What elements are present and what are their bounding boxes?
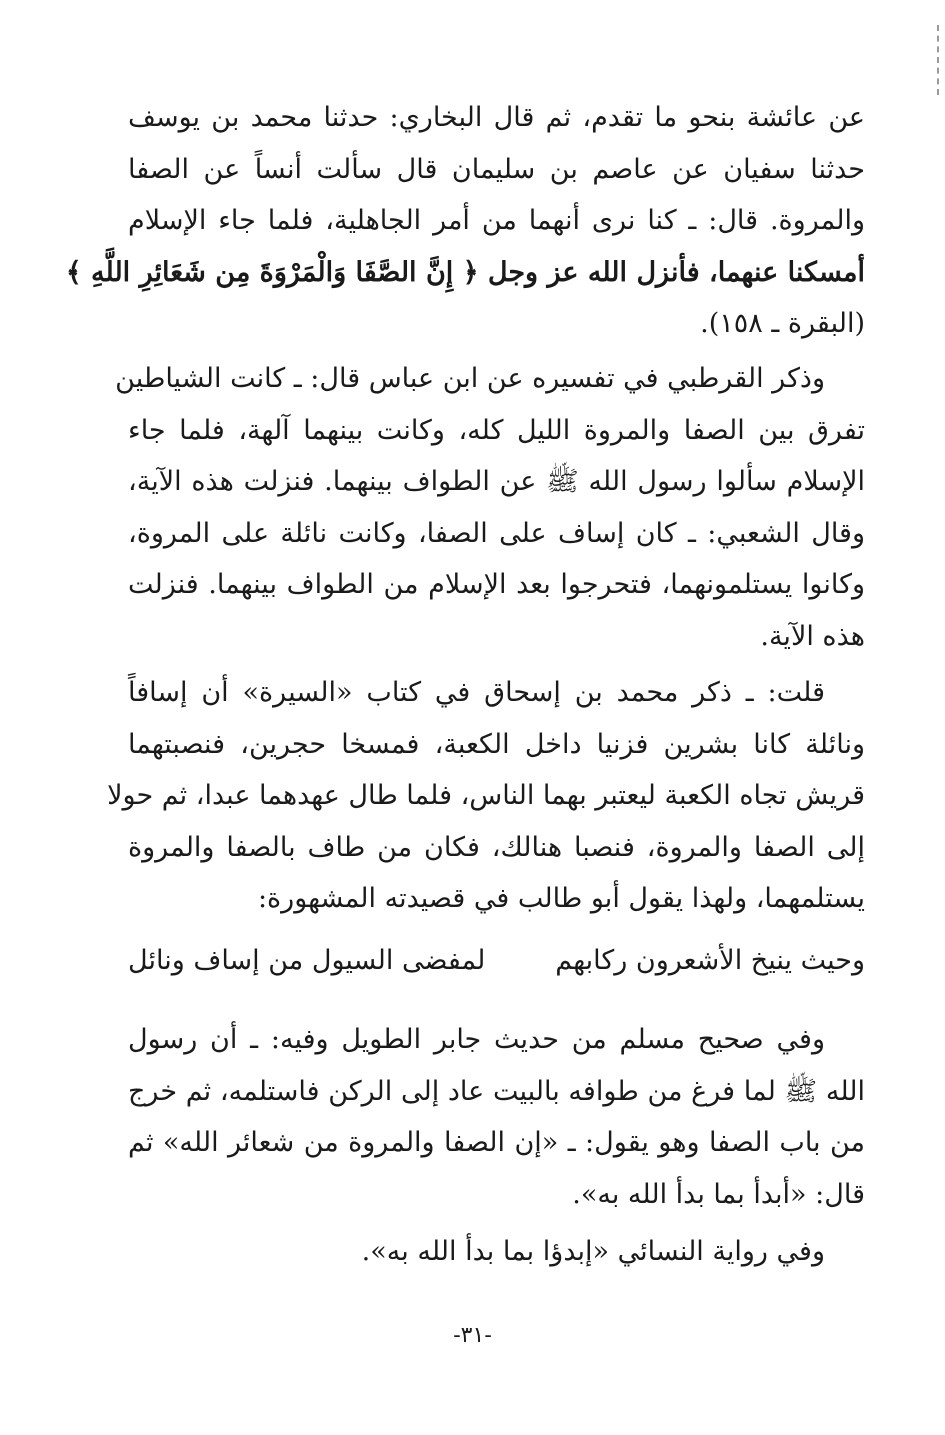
quran-verse-line: أمسكنا عنهما، فأنزل الله عز وجل ﴿ إِنَّ الصَّفَا وَالْمَرْوَةَ مِن شَعَائِرِ اللَّهِ ﴾	[65, 256, 865, 288]
page-number: -٣١-	[453, 1323, 492, 1348]
scan-edge-marks	[934, 25, 939, 95]
paragraph-line: هذه الآية.	[760, 620, 865, 652]
paragraph-line: يستلمهما، ولهذا يقول أبو طالب في قصيدته المشهورة:	[257, 883, 865, 914]
paragraph-2	[115, 353, 865, 662]
paragraph-line: وقال الشعبي: ـ كان إساف على الصفا، وكانت نائلة على المروة،	[128, 517, 865, 549]
paragraph-line: من باب الصفا وهو يقول: ـ «إن الصفا والمروة من شعائر الله» ثم	[128, 1127, 865, 1158]
paragraph-line: وفي صحيح مسلم من حديث جابر الطويل وفيه: ـ أن رسول	[128, 1024, 825, 1055]
verse-second-hemistich: لمفضى السيول من إساف ونائل	[128, 945, 486, 976]
paragraph-line: تفرق بين الصفا والمروة الليل كله، وكانت بينهما آلهة، فلما جاء	[128, 414, 865, 446]
poetry-verse	[128, 935, 865, 987]
paragraph-line: (البقرة ـ ١٥٨).	[700, 308, 865, 339]
paragraph-line: وكانوا يستلمونهما، فتحرجوا بعد الإسلام من الطواف بينهما. فنزلت	[128, 569, 865, 600]
paragraph-1	[65, 92, 865, 350]
paragraph-line: وذكر القرطبي في تفسيره عن ابن عباس قال: ـ كانت الشياطين	[115, 363, 825, 394]
paragraph-line: الإسلام سألوا رسول الله ﷺ عن الطواف بينهما. فنزلت هذه الآية،	[128, 466, 865, 497]
paragraph-3	[107, 667, 865, 925]
paragraph-5	[128, 1226, 865, 1278]
paragraph-line: وفي رواية النسائي «إبدؤا بما بدأ الله به».	[361, 1236, 825, 1267]
verse-first-hemistich: وحيث ينيخ الأشعرون ركابهم	[555, 945, 865, 976]
paragraph-line: قال: «أبدأ بما بدأ الله به».	[572, 1178, 865, 1210]
paragraph-4	[128, 1014, 865, 1220]
paragraph-line: قريش تجاه الكعبة ليعتبر بهما الناس، فلما طال عهدهما عبدا، ثم حولا	[107, 780, 865, 811]
paragraph-line: قلت: ـ ذكر محمد بن إسحاق في كتاب «السيرة» أن إسافاً	[128, 677, 825, 708]
paragraph-line: ونائلة كانا بشرين فزنيا داخل الكعبة، فمسخا حجرين، فنصبتهما	[128, 728, 865, 760]
paragraph-line: الله ﷺ لما فرغ من طوافه بالبيت عاد إلى الركن فاستلمه، ثم خرج	[128, 1075, 865, 1107]
paragraph-line: والمروة. قال: ـ كنا نرى أنهما من أمر الجاهلية، فلما جاء الإسلام	[128, 205, 865, 236]
paragraph-line: إلى الصفا والمروة، فنصبا هنالك، فكان من طاف بالصفا والمروة	[128, 831, 865, 863]
paragraph-line: عن عائشة بنحو ما تقدم، ثم قال البخاري: حدثنا محمد بن يوسف	[128, 102, 865, 133]
paragraph-line: حدثنا سفيان عن عاصم بن سليمان قال سألت أنساً عن الصفا	[128, 153, 865, 185]
